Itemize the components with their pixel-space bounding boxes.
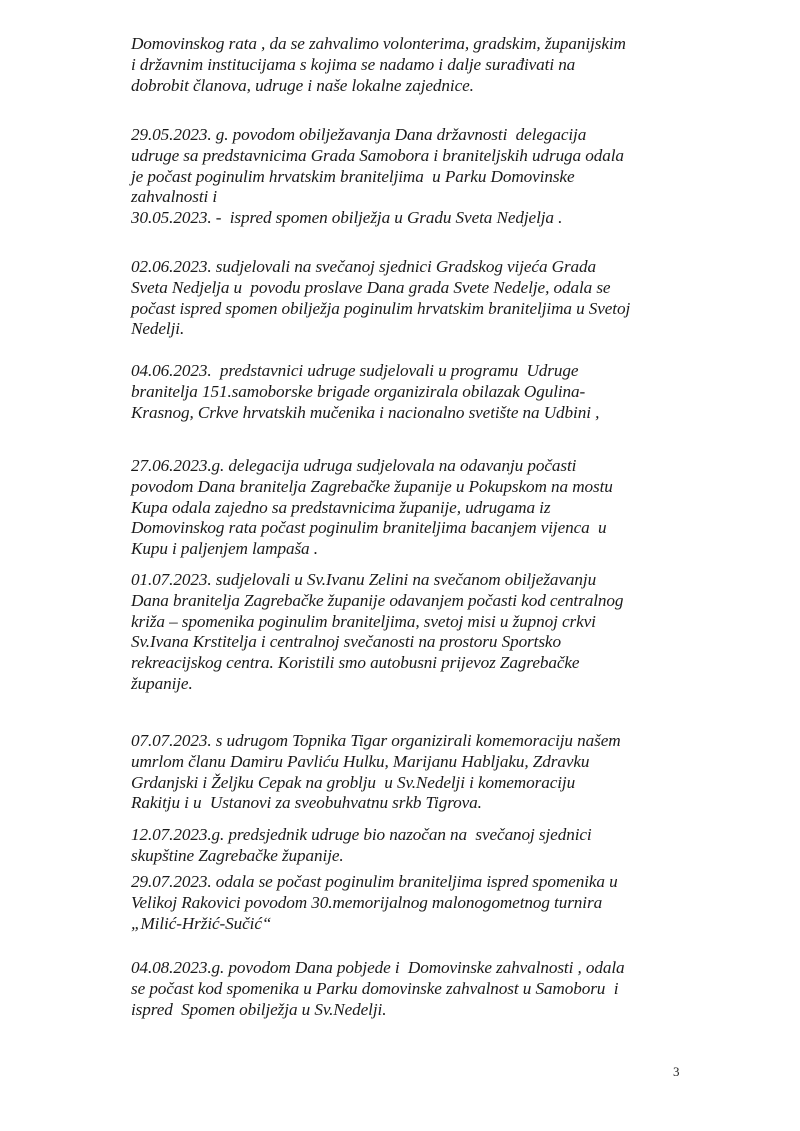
text-line: 04.08.2023.g. povodom Dana pobjede i Domovinske zahvalnosti , odala <box>131 958 625 977</box>
paragraph-entry-2023-06-27 <box>131 456 711 560</box>
paragraph-entry-2023-07-12 <box>131 825 711 867</box>
text-line: Krasnog, Crkve hrvatskih mučenika i nacionalno svetište na Udbini , <box>131 402 600 422</box>
text-line: Velikoj Rakovici povodom 30.memorijalnog malonogometnog turnira <box>131 892 603 912</box>
text-line: 30.05.2023. - ispred spomen obilježja u Gradu Sveta Nedjelja . <box>131 208 563 228</box>
text-line: ispred Spomen obilježja u Sv.Nedelji. <box>131 999 387 1019</box>
text-line: počast ispred spomen obilježja poginulim hrvatskim braniteljima u Svetoj <box>131 298 631 318</box>
paragraph-entry-2023-08-04 <box>131 958 711 1020</box>
text-line: skupštine Zagrebačke županije. <box>131 845 344 865</box>
text-line: 27.06.2023.g. delegacija udruga sudjelovala na odavanju počasti <box>131 456 577 475</box>
text-line: Kupu i paljenjem lampaša . <box>131 539 318 559</box>
text-line: Domovinskog rata , da se zahvalimo volonterima, gradskim, županijskim <box>131 34 626 53</box>
text-line: umrlom članu Damiru Pavliću Hulku, Marijanu Habljaku, Zdravku <box>131 751 590 771</box>
text-line: 07.07.2023. s udrugom Topnika Tigar organizirali komemoraciju našem <box>131 731 621 750</box>
text-line: povodom Dana branitelja Zagrebačke županije u Pokupskom na mostu <box>131 476 613 496</box>
text-line: rekreacijskog centra. Koristili smo autobusni prijevoz Zagrebačke <box>131 653 580 673</box>
page-number: 3 <box>673 1064 680 1079</box>
paragraph-entry-2023-05-29 <box>131 125 711 229</box>
text-line: udruge sa predstavnicima Grada Samobora i braniteljskih udruga odala <box>131 145 624 165</box>
text-line: je počast poginulim hrvatskim braniteljima u Parku Domovinske <box>131 166 575 186</box>
text-line: 01.07.2023. sudjelovali u Sv.Ivanu Zelini na svečanom obilježavanju <box>131 570 597 589</box>
paragraph-entry-2023-07-01 <box>131 570 711 695</box>
paragraph-entry-2023-07-29 <box>131 872 711 934</box>
text-line: Sv.Ivana Krstitelja i centralnoj svečanosti na prostoru Sportsko <box>131 632 561 652</box>
text-line: Dana branitelja Zagrebačke županije odavanjem počasti kod centralnog <box>131 590 624 610</box>
text-line: Grdanjski i Željku Cepak na groblju u Sv.Nedelji i komemoraciju <box>131 772 576 792</box>
text-line: 04.06.2023. predstavnici udruge sudjelovali u programu Udruge <box>131 361 579 380</box>
text-line: dobrobit članova, udruge i naše lokalne zajednice. <box>131 75 474 95</box>
text-line: 29.05.2023. g. povodom obilježavanja Dana državnosti delegacija <box>131 125 587 144</box>
text-line: se počast kod spomenika u Parku domovinske zahvalnost u Samoboru i <box>131 978 619 998</box>
text-line: 29.07.2023. odala se počast poginulim braniteljima ispred spomenika u <box>131 872 618 891</box>
text-line: županije. <box>131 673 193 693</box>
paragraph-entry-2023-06-04 <box>131 361 711 423</box>
text-line: i državnim institucijama s kojima se nadamo i dalje surađivati na <box>131 54 576 74</box>
paragraph-entry-2023-06-02 <box>131 257 711 340</box>
paragraph-entry-2023-07-07 <box>131 731 711 814</box>
text-line: 02.06.2023. sudjelovali na svečanoj sjednici Gradskog vijeća Grada <box>131 257 597 276</box>
paragraph-intro-continuation <box>131 34 711 96</box>
text-line: „Milić-Hržić-Sučić“ <box>131 913 272 933</box>
text-line: Kupa odala zajedno sa predstavnicima županije, udrugama iz <box>131 497 551 517</box>
text-line: zahvalnosti i <box>131 187 218 207</box>
text-line: križa – spomenika poginulim braniteljima, svetoj misi u župnoj crkvi <box>131 611 596 631</box>
text-line: Rakitju i u Ustanovi za sveobuhvatnu srkb Tigrova. <box>131 793 482 813</box>
text-line: Domovinskog rata počast poginulim braniteljima bacanjem vijenca u <box>131 518 607 538</box>
text-line: Nedelji. <box>131 319 185 339</box>
text-line: branitelja 151.samoborske brigade organizirala obilazak Ogulina- <box>131 381 586 401</box>
text-line: 12.07.2023.g. predsjednik udruge bio nazočan na svečanoj sjednici <box>131 825 592 844</box>
text-line: Sveta Nedjelja u povodu proslave Dana grada Svete Nedelje, odala se <box>131 277 611 297</box>
